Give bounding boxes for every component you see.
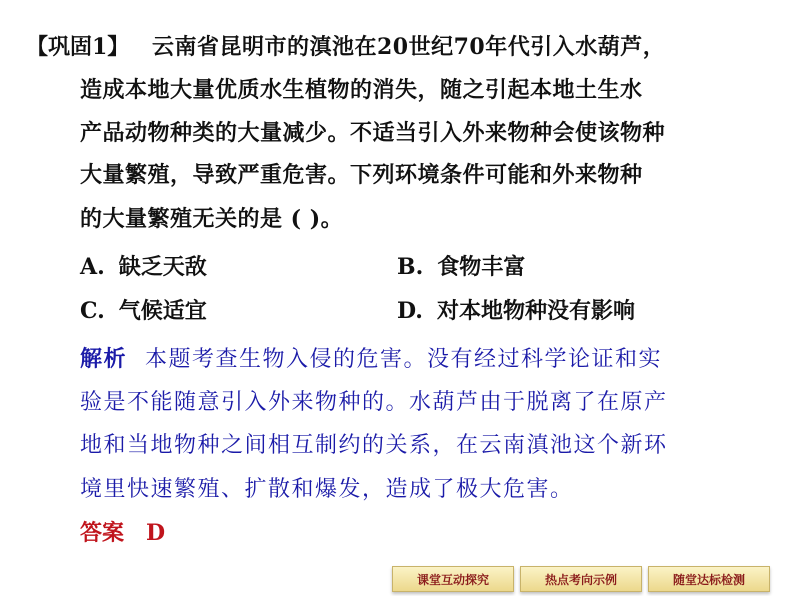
option-c-letter: C. [80, 298, 105, 324]
option-a-text: 缺乏天敌 [118, 254, 207, 280]
analysis-label: 解析 [80, 346, 128, 372]
analysis-line-2: 验是不能随意引入外来物种的。水葫芦由于脱离了在原产 [80, 390, 668, 415]
analysis-line-3: 地和当地物种之间相互制约的关系，在云南滇池这个新环 [80, 433, 668, 458]
question-line-2: 造成本地大量优质水生植物的消失，随之引起本地土生水 [80, 77, 643, 103]
analysis-line-1 [80, 342, 662, 373]
question-line-3: 产品动物种类的大量减少。不适当引入外来物种会使该物种 [80, 120, 666, 146]
option-b-text: 食物丰富 [437, 254, 526, 280]
nav-button-interactive-exploration[interactable]: 课堂互动探究 [392, 566, 514, 592]
option-d-letter: D. [397, 298, 423, 324]
question-tag: 【巩固1】 [26, 34, 130, 60]
nav-bar [392, 566, 778, 596]
option-d [397, 294, 635, 325]
question-line-4: 大量繁殖，导致严重危害。下列环境条件可能和外来物种 [80, 162, 643, 188]
answer-value: D [146, 520, 166, 546]
option-c-text: 气候适宜 [118, 298, 207, 324]
option-d-text: 对本地物种没有影响 [436, 298, 635, 324]
option-c [80, 294, 207, 325]
analysis-text-1: 本题考查生物入侵的危害。没有经过科学论证和实 [145, 347, 663, 372]
option-a [80, 250, 207, 281]
answer-line [80, 516, 165, 547]
nav-button-in-class-test[interactable]: 随堂达标检测 [648, 566, 770, 592]
option-a-letter: A. [80, 254, 105, 280]
nav-button-hot-topic-examples[interactable]: 热点考向示例 [520, 566, 642, 592]
question-line-1: 云南省昆明市的滇池在20世纪70年代引入水葫芦， [152, 34, 666, 60]
analysis-line-4: 境里快速繁殖、扩散和爆发，造成了极大危害。 [80, 477, 574, 502]
answer-label: 答案 [80, 520, 125, 546]
option-b [397, 250, 525, 281]
question-line-5: 的大量繁殖无关的是 ( )。 [80, 206, 344, 232]
option-b-letter: B. [397, 254, 424, 280]
